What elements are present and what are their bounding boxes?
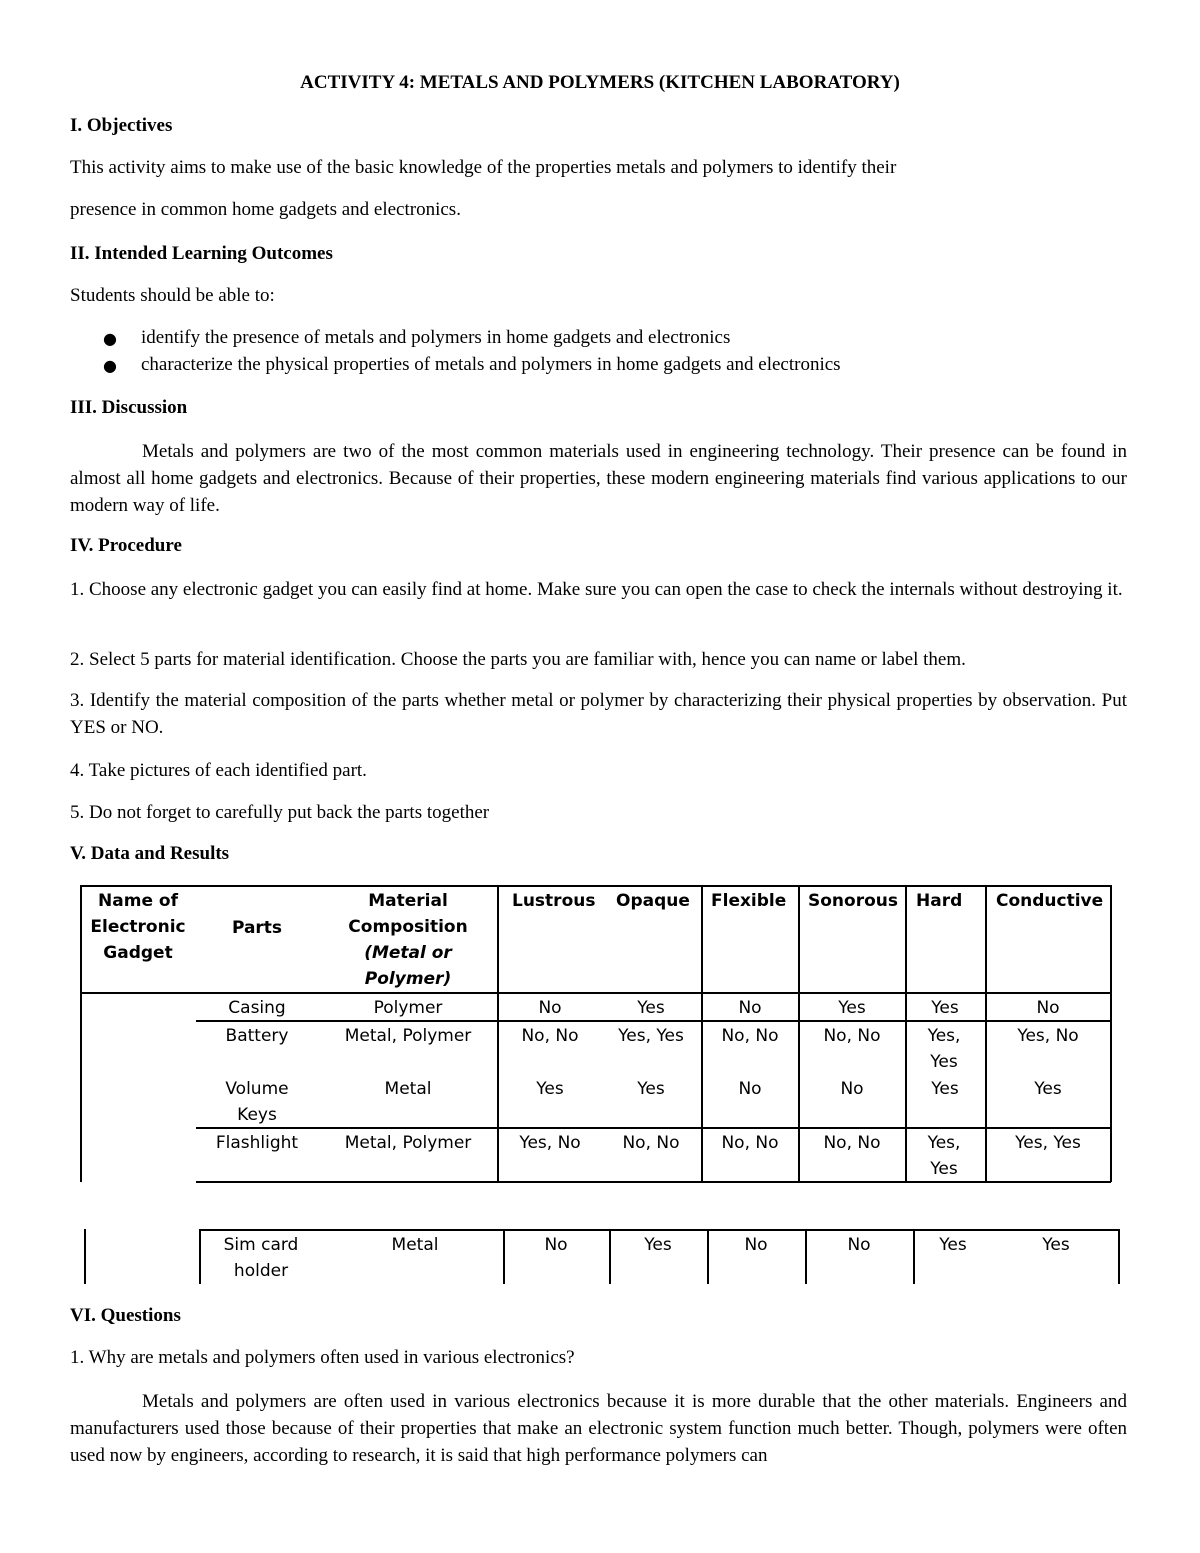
cell-sonorous: No, No [823,1026,881,1046]
cell-lustrous: No, No [521,1026,579,1046]
cell-flexible: No, No [721,1133,779,1153]
outcomes-heading: II. Intended Learning Outcomes [70,243,333,264]
header-conductive: Conductive [996,891,1104,911]
cell-material: Metal [384,1079,432,1099]
cell-part: Battery [225,1026,289,1046]
cell-conductive: Yes, Yes [1015,1133,1081,1153]
cell-sonorous: No, No [823,1133,881,1153]
cell-flexible: No [738,1079,762,1099]
procedure-heading: IV. Procedure [70,535,182,556]
cell-lustrous: No [544,1235,568,1255]
discussion-heading: III. Discussion [70,397,188,418]
cell-lustrous: Yes [536,1079,564,1099]
cell-hard: Yes [931,998,959,1018]
header-parts: Parts [231,918,283,938]
cell-conductive: Yes [1034,1079,1062,1099]
cell-opaque: Yes, Yes [618,1026,684,1046]
cell-material: Polymer [373,998,443,1018]
cell-flexible: No [738,998,762,1018]
cell-hard: Yes [939,1235,967,1255]
objectives-text-line-2: presence in common home gadgets and electronics. [70,199,461,220]
procedure-step-3: 3. Identify the material composition of the parts whether metal or polymer by characterizing their physical properties by observation. Put YES or NO. [70,690,1127,738]
cell-part: Sim card holder [223,1235,299,1281]
cell-flexible: No [744,1235,768,1255]
header-opaque: Opaque [616,891,690,911]
cell-opaque: No, No [622,1133,680,1153]
procedure-step-5: 5. Do not forget to carefully put back the parts together [70,802,490,823]
cell-hard: Yes, Yes [927,1026,961,1072]
cell-part: Volume Keys [225,1079,289,1125]
cell-lustrous: No [538,998,562,1018]
cell-sonorous: No [840,1079,864,1099]
cell-opaque: Yes [644,1235,672,1255]
cell-part: Casing [228,998,286,1018]
header-flexible: Flexible [711,891,787,911]
cell-material: Metal [391,1235,439,1255]
bullet-icon: ● [103,356,117,375]
results-heading: V. Data and Results [70,843,230,864]
cell-opaque: Yes [637,998,665,1018]
header-hard: Hard [916,891,963,911]
procedure-step-4: 4. Take pictures of each identified part. [70,760,367,781]
questions-heading: VI. Questions [70,1305,181,1326]
cell-hard: Yes [931,1079,959,1099]
outcome-item: characterize the physical properties of metals and polymers in home gadgets and electronics [141,354,841,375]
page-title: ACTIVITY 4: METALS AND POLYMERS (KITCHEN LABORATORY) [300,72,900,93]
objectives-text-line-1: This activity aims to make use of the basic knowledge of the properties metals and polymers to identify their [70,157,897,178]
bullet-icon: ● [103,329,117,348]
answer-1: Metals and polymers are often used in various electronics because it is more durable that the other materials. Engineers and manufacturers used those because of their properties that make an electronic system function much better. Though, polymers were often used now by engineers, according to research, it is said that high performance polymers can [70,1391,1127,1466]
header-sonorous: Sonorous [808,891,898,911]
outcomes-intro: Students should be able to: [70,285,275,306]
header-gadget: Name of Electronic Gadget [90,891,186,963]
cell-conductive: Yes, No [1017,1026,1079,1046]
cell-opaque: Yes [637,1079,665,1099]
cell-material: Metal, Polymer [344,1026,472,1046]
cell-flexible: No, No [721,1026,779,1046]
question-1: 1. Why are metals and polymers often used in various electronics? [70,1347,575,1368]
cell-part: Flashlight [215,1133,299,1153]
header-material: Material Composition (Metal or Polymer) [348,891,468,989]
header-lustrous: Lustrous [512,891,596,911]
procedure-step-2: 2. Select 5 parts for material identification. Choose the parts you are familiar with, hence you can name or label them. [70,649,966,670]
procedure-step-1: 1. Choose any electronic gadget you can easily find at home. Make sure you can open the case to check the internals without destroying it. [70,579,1123,600]
cell-conductive: No [1036,998,1060,1018]
cell-hard: Yes, Yes [927,1133,961,1179]
objectives-heading: I. Objectives [70,115,173,136]
cell-lustrous: Yes, No [519,1133,581,1153]
discussion-paragraph: Metals and polymers are two of the most common materials used in engineering technology. Their presence can be found in almost all home gadgets and electronics. Because of their properties, these modern engineering materials find various applications to our modern way of life. [70,441,1127,516]
cell-material: Metal, Polymer [344,1133,472,1153]
outcome-item: identify the presence of metals and polymers in home gadgets and electronics [141,327,731,348]
cell-sonorous: Yes [838,998,866,1018]
cell-conductive: Yes [1042,1235,1070,1255]
cell-sonorous: No [847,1235,871,1255]
